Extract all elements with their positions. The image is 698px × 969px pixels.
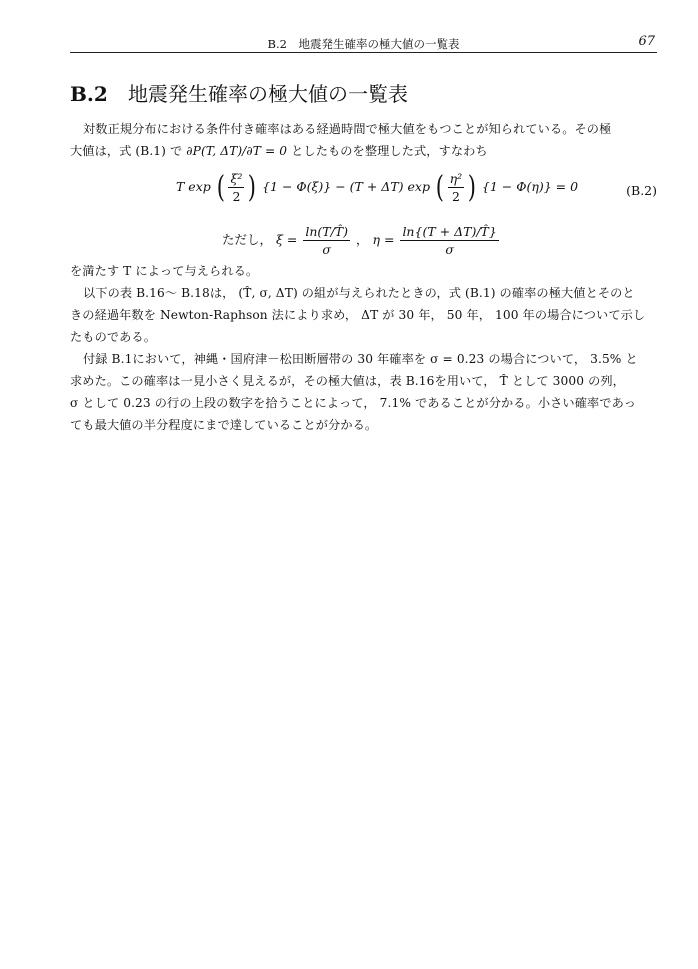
fraction-eta-def (400, 223, 498, 258)
inline-math: ∂P(T, ΔT)/∂T = 0 (186, 144, 288, 158)
equation-definitions (222, 223, 501, 258)
paragraph-line: を満たす T によって与えられる。 (70, 264, 259, 278)
paragraph-line: 対数正規分布における条件付き確率はある経過時間で極大値をもつことが知られている。その極 (83, 122, 612, 136)
fraction-denominator: 2 (232, 189, 241, 204)
paragraph-line: σ として 0.23 の行の上段の数字を拾うことによって， 7.1% であることが分かる。小さい確率であっ (70, 396, 637, 410)
paragraph-line: 求めた。この確率は一見小さく見えるが，その極大値は，表 B.16を用いて， T̂ として 3000 の列， (70, 374, 625, 388)
text-fragment: ， (356, 232, 369, 247)
fraction-numerator: ln{(T + ΔT)/T̂} (402, 224, 497, 239)
section-number: B.2 (70, 82, 108, 106)
eq-term: {1 − Φ(η)} = 0 (481, 179, 579, 194)
fraction-denominator: σ (445, 242, 454, 257)
fraction-denominator: σ (322, 242, 331, 257)
paragraph-line (70, 140, 657, 162)
fraction-denominator: 2 (451, 189, 460, 204)
fraction-numerator: ξ² (230, 171, 243, 186)
paragraph-line: 付録 B.1において，神縄・国府津－松田断層帯の 30 年確率を σ = 0.23 の場合について， 3.5% と (83, 352, 638, 366)
fraction-numerator: ln(T/T̂) (305, 224, 349, 239)
text-fragment: 大値は，式 (B.1) で (70, 144, 187, 158)
fraction-eta (448, 170, 465, 205)
equation-label: (B.2) (626, 183, 657, 198)
paragraph-example (70, 348, 657, 436)
fraction-numerator: η² (449, 171, 463, 186)
section-heading (70, 78, 408, 107)
paragraph-tables (70, 282, 657, 348)
text-fragment: ただし， (222, 232, 273, 247)
eq-term: ξ = (276, 232, 298, 247)
paragraph-line: たものである。 (70, 330, 157, 344)
fraction-xi (228, 170, 244, 205)
text-fragment: としたものを整理した式，すなわち (287, 144, 488, 158)
paragraph-condition (70, 260, 657, 282)
paragraph-line: 以下の表 B.16〜 B.18は， (T̂, σ, ΔT) の組が与えられたときの，式 (B.1) の確率の極大値とそのと (83, 286, 635, 300)
eq-term: η = (372, 232, 395, 247)
paragraph-line: ても最大値の半分程度にまで達していることが分かる。 (70, 418, 378, 432)
fraction-xi-def (303, 223, 350, 258)
page-number: 67 (638, 34, 655, 49)
running-header (70, 34, 657, 53)
eq-term: T exp (176, 179, 211, 194)
equation-b2: T exp ( $\frac{\text{ξ²}}{2}$ ) {1 − Φ(ξ)} − (T + ΔT) exp ( $\frac{\text{η²}}{2}$ ) {1 − Φ(η)} = 0 (176, 169, 579, 205)
section-title: 地震発生確率の極大値の一覧表 (128, 82, 408, 106)
paragraph-intro (70, 118, 657, 162)
eq-term: {1 − Φ(ξ)} − (T + ΔT) exp (262, 179, 430, 194)
paragraph-line: きの経過年数を Newton-Raphson 法により求め， ΔT が 30 年， 50 年， 100 年の場合について示し (70, 308, 646, 322)
header-section-title: B.2 地震発生確率の極大値の一覧表 (267, 37, 460, 51)
